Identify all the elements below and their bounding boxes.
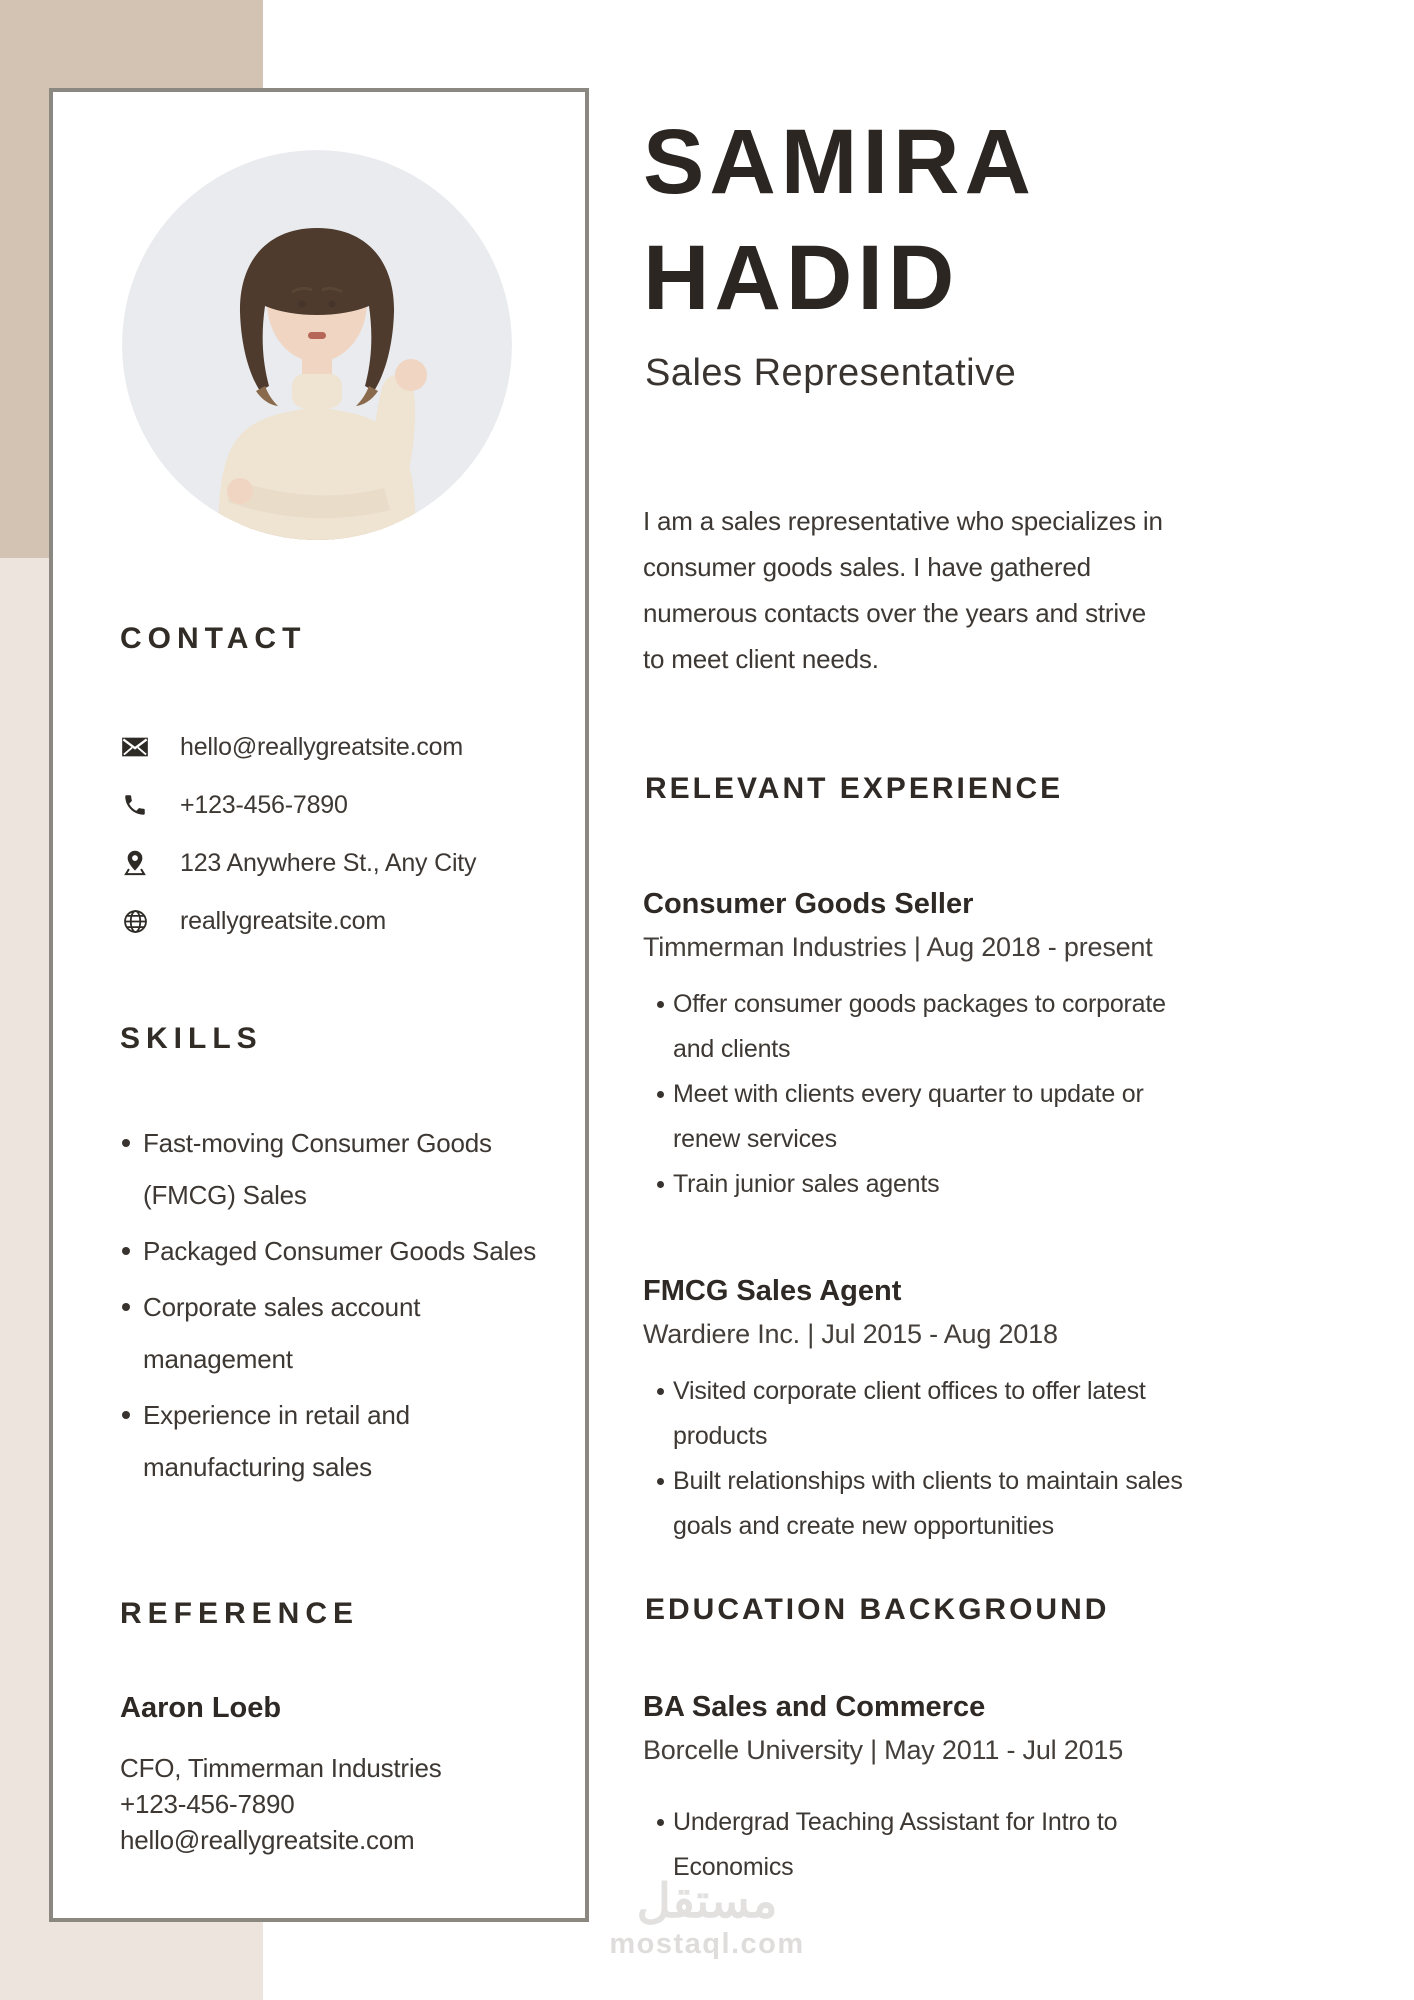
reference-heading: REFERENCE (120, 1597, 360, 1630)
job-bullet: Visited corporate client offices to offer latest products (643, 1369, 1203, 1459)
sidebar-card (49, 88, 589, 1922)
experience-entry (643, 884, 1213, 1207)
watermark (0, 1876, 1414, 1960)
skill-item: Corporate sales account management (120, 1281, 555, 1385)
phone-icon (120, 790, 150, 820)
skills-section (120, 1020, 555, 1497)
contact-item-website (120, 906, 555, 936)
person-title: Sales Representative (645, 352, 1017, 394)
reference-line: +123-456-7890 (120, 1789, 295, 1819)
skills-heading: SKILLS (120, 1022, 263, 1055)
portrait-illustration (122, 150, 512, 540)
reference-lines (120, 1750, 555, 1858)
job-meta: Wardiere Inc. | Jul 2015 - Aug 2018 (643, 1319, 1058, 1349)
reference-section (120, 1595, 555, 1858)
profile-photo (122, 150, 512, 540)
job-bullet: Train junior sales agents (643, 1162, 1203, 1207)
job-bullet-list (643, 982, 1203, 1207)
contact-heading: CONTACT (120, 622, 307, 655)
degree-title: BA Sales and Commerce (643, 1691, 986, 1723)
degree-meta: Borcelle University | May 2011 - Jul 2015 (643, 1735, 1124, 1765)
job-title: Consumer Goods Seller (643, 888, 974, 920)
contact-address: 123 Anywhere St., Any City (180, 848, 477, 877)
reference-line: CFO, Timmerman Industries (120, 1753, 442, 1783)
skill-item: Experience in retail and manufacturing sales (120, 1389, 555, 1493)
person-name: SAMIRA HADID (643, 111, 1033, 329)
experience-heading: RELEVANT EXPERIENCE (645, 772, 1064, 805)
contact-section (120, 620, 555, 964)
contact-email: hello@reallygreatsite.com (180, 732, 464, 761)
reference-name: Aaron Loeb (120, 1692, 282, 1724)
education-entry (643, 1687, 1213, 1890)
job-bullet-list (643, 1369, 1203, 1549)
contact-item-phone (120, 790, 555, 820)
skill-item: Fast-moving Consumer Goods (FMCG) Sales (120, 1117, 555, 1221)
contact-rows (120, 732, 555, 936)
job-meta: Timmerman Industries | Aug 2018 - present (643, 932, 1153, 962)
contact-phone: +123-456-7890 (180, 790, 348, 819)
skills-list (120, 1117, 555, 1493)
location-pin-icon (120, 848, 150, 878)
education-bullet: Undergrad Teaching Assistant for Intro to Economics (643, 1800, 1203, 1890)
contact-item-email (120, 732, 555, 762)
job-title: FMCG Sales Agent (643, 1275, 902, 1307)
education-heading: EDUCATION BACKGROUND (645, 1593, 1110, 1626)
envelope-icon (120, 732, 150, 762)
experience-entry (643, 1271, 1213, 1549)
job-bullet: Offer consumer goods packages to corporate and clients (643, 982, 1203, 1072)
watermark-latin: mostaql.com (609, 1928, 805, 1960)
globe-icon (120, 906, 150, 936)
job-bullet: Meet with clients every quarter to update or renew services (643, 1072, 1203, 1162)
skill-item: Packaged Consumer Goods Sales (120, 1225, 555, 1277)
reference-line: hello@reallygreatsite.com (120, 1825, 415, 1855)
contact-item-address (120, 848, 555, 878)
job-bullet: Built relationships with clients to maintain sales goals and create new opportunities (643, 1459, 1203, 1549)
profile-summary: I am a sales representative who specializes in consumer goods sales. I have gathered numerous contacts over the years and strive to meet client needs. (643, 506, 1163, 674)
watermark-arabic: مستقل (636, 1874, 778, 1927)
contact-website: reallygreatsite.com (180, 906, 387, 935)
